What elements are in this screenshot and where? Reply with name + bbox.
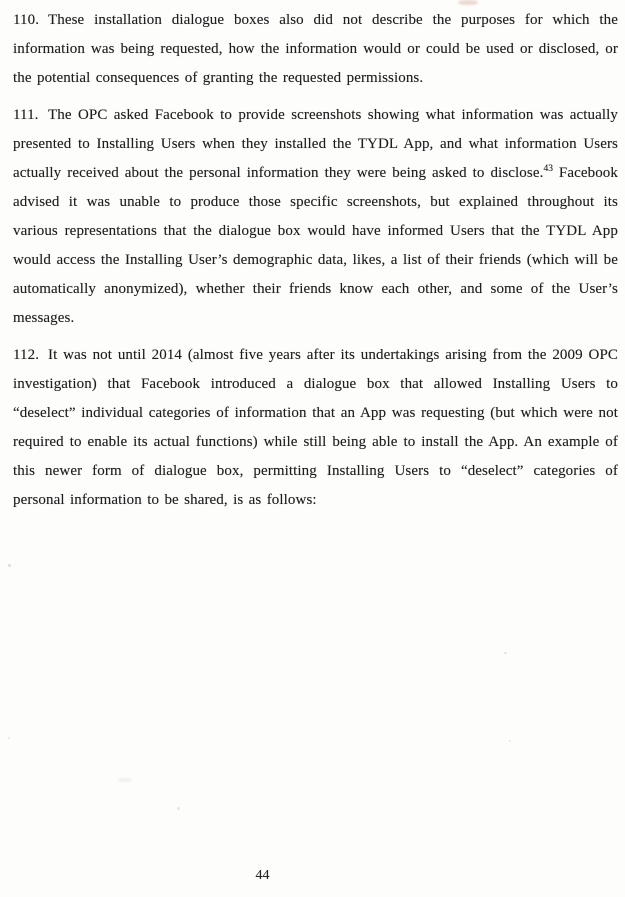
scan-artifact <box>118 778 132 782</box>
scan-artifact <box>504 652 507 654</box>
paragraph-112 <box>13 341 618 515</box>
paragraph-111-text-before-footnote: The OPC asked Facebook to provide screenshots showing what information was actually presented to Installing Users when they installed the TYDL App, and what information Users actually received about the personal information they were being asked to disclose. <box>13 107 618 181</box>
scan-artifact <box>8 564 11 567</box>
scan-artifact <box>177 807 180 810</box>
paragraph-110 <box>13 6 618 93</box>
paragraph-110-number: 110. <box>13 12 40 28</box>
paragraph-111-number: 111. <box>13 107 39 123</box>
page-number: 44 <box>255 868 270 883</box>
scan-artifact <box>509 740 511 742</box>
paragraph-112-number: 112. <box>13 347 40 363</box>
paragraph-110-text: These installation dialogue boxes also did not describe the purposes for which the information was being requested, how the information would or could be used or disclosed, or the potential consequences of granting the requested permissions. <box>13 12 618 86</box>
paragraph-111-text-after-footnote: Facebook advised it was unable to produce those specific screenshots, but explained throughout its various representations that the dialogue box would have informed Users that the TYDL App would access the Installing User’s demographic data, likes, a list of their friends (which will be automatically anonymized), whether their friends know each other, and some of the User’s messages. <box>13 165 619 326</box>
paragraph-111 <box>13 101 618 333</box>
footnote-43-reference: 43 <box>543 164 553 174</box>
paragraph-112-text: It was not until 2014 (almost five years after its undertakings arising from the 2009 OPC investigation) that Facebook introduced a dialogue box that allowed Installing Users to “deselect” individual categories of information that an App was requesting (but which were not required to enable its actual functions) while still being able to install the App. An example of this newer form of dialogue box, permitting Installing Users to “deselect” categories of personal information to be shared, is as follows: <box>13 347 618 508</box>
scan-artifact <box>8 737 10 739</box>
